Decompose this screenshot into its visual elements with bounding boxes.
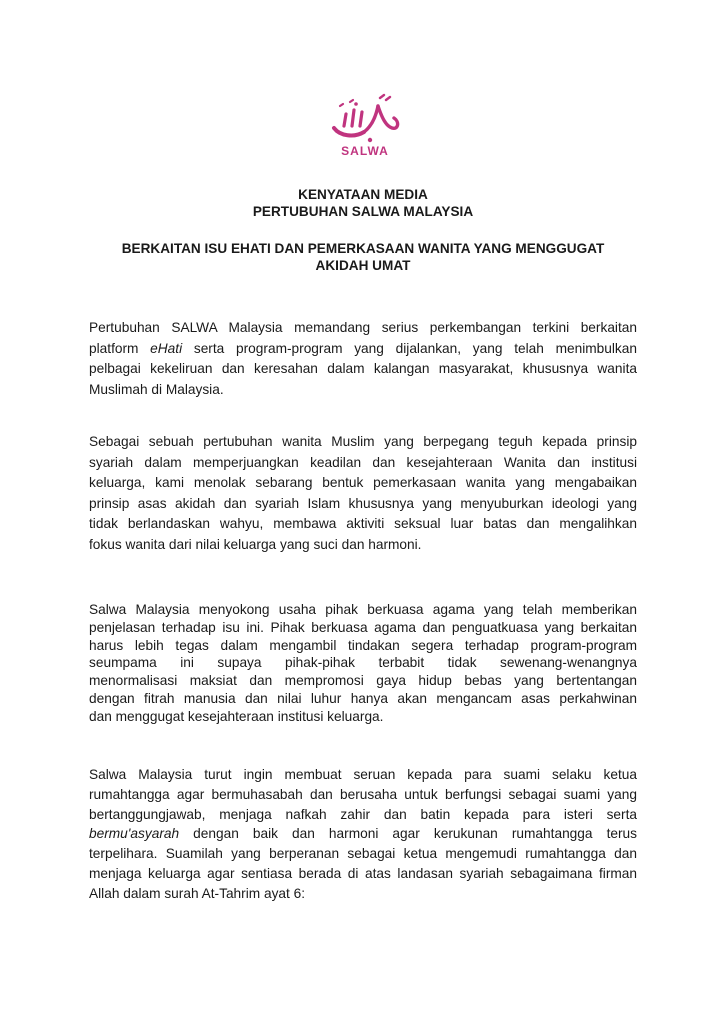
- bermuasyarah-italic: bermu'asyarah: [89, 826, 180, 842]
- p4-line: Allah dalam surah At-Tahrim ayat 6:: [89, 885, 306, 901]
- logo-wordmark: SALWA: [341, 144, 389, 158]
- p4-line: Salwa Malaysia turut ingin membuat seruan kepada para suami selaku ketua: [89, 767, 637, 782]
- p1-line: Muslimah di Malaysia.: [89, 381, 224, 397]
- p1-line: Pertubuhan SALWA Malaysia memandang serius perkembangan terkini berkaitan: [89, 320, 637, 335]
- p4-line: menjaga keluarga agar sentiasa berada di atas landasan syariah sebagaimana firman: [89, 865, 637, 881]
- p2-line: tidak berlandaskan wahyu, membawa aktiviti seksual luar batas dan mengalihkan: [89, 516, 637, 531]
- p2-line: keluarga, kami menolak sebarang bentuk pemerkasaan wanita yang mengabaikan: [89, 475, 637, 490]
- paragraph-1: [89, 318, 637, 400]
- media-statement-heading: [90, 186, 636, 220]
- ehati-italic: eHati: [150, 340, 183, 356]
- p2-line: fokus wanita dari nilai keluarga yang suci dan harmoni.: [89, 536, 422, 552]
- p4-line: terpelihara. Suamilah yang berperanan sebagai ketua mengemudi rumahtangga dan: [89, 846, 637, 862]
- paragraph-4: [89, 765, 637, 904]
- paragraph-2: [89, 432, 637, 555]
- p4-line: bermu'asyarah dengan baik dan harmoni agar kerukunan rumahtangga terus: [89, 826, 637, 842]
- salwa-calligraphy-icon: [320, 92, 410, 144]
- p3-line: dan menggugat kesejahteraan institusi keluarga.: [89, 708, 384, 724]
- paragraph-3: [89, 601, 637, 726]
- p4-line: rumahtangga agar bermuhasabah dan berusaha untuk berfungsi sebagai suami yang: [89, 786, 637, 802]
- title-line-1: BERKAITAN ISU EHATI DAN PEMERKASAAN WANITA YANG MENGGUGAT: [121, 241, 605, 256]
- p3-line: harus lebih tegas dalam mengambil tindakan segera terhadap program-program: [89, 637, 637, 653]
- p2-line: prinsip asas akidah dan syariah Islam khususnya yang menyuburkan ideologi yang: [89, 495, 637, 511]
- heading-line-2: PERTUBUHAN SALWA MALAYSIA: [252, 204, 474, 219]
- title-line-2: AKIDAH UMAT: [315, 258, 411, 273]
- p1-line: platform eHati serta program-program yang dijalankan, yang telah menimbulkan: [89, 340, 637, 356]
- salwa-logo: [320, 92, 410, 162]
- heading-line-1: KENYATAAN MEDIA: [298, 187, 428, 202]
- p3-line: menormalisasi maksiat dan mempromosi gaya hidup bebas yang bertentangan: [89, 673, 637, 689]
- p2-line: syariah dalam memperjuangkan keadilan dan kesejahteraan Wanita dan institusi: [89, 454, 637, 470]
- p4-line: bertanggungjawab, menjaga nafkah zahir dan batin kepada para isteri serta: [89, 806, 637, 822]
- p3-line: penjelasan terhadap isu ini. Pihak berkuasa agama dan penguatkuasa yang berkaitan: [89, 619, 637, 635]
- p3-line: seumpama ini supaya pihak-pihak terbabit tidak sewenang-wenangnya: [89, 655, 637, 671]
- p3-line: Salwa Malaysia menyokong usaha pihak berkuasa agama yang telah memberikan: [89, 602, 637, 617]
- p2-line: Sebagai sebuah pertubuhan wanita Muslim yang berpegang teguh kepada prinsip: [89, 434, 637, 449]
- p1-line: pelbagai kekeliruan dan keresahan dalam kalangan masyarakat, khususnya wanita: [89, 361, 637, 376]
- statement-title: [90, 240, 636, 274]
- p3-line: dengan fitrah manusia dan nilai luhur hanya akan mengancam asas perkahwinan: [89, 690, 637, 706]
